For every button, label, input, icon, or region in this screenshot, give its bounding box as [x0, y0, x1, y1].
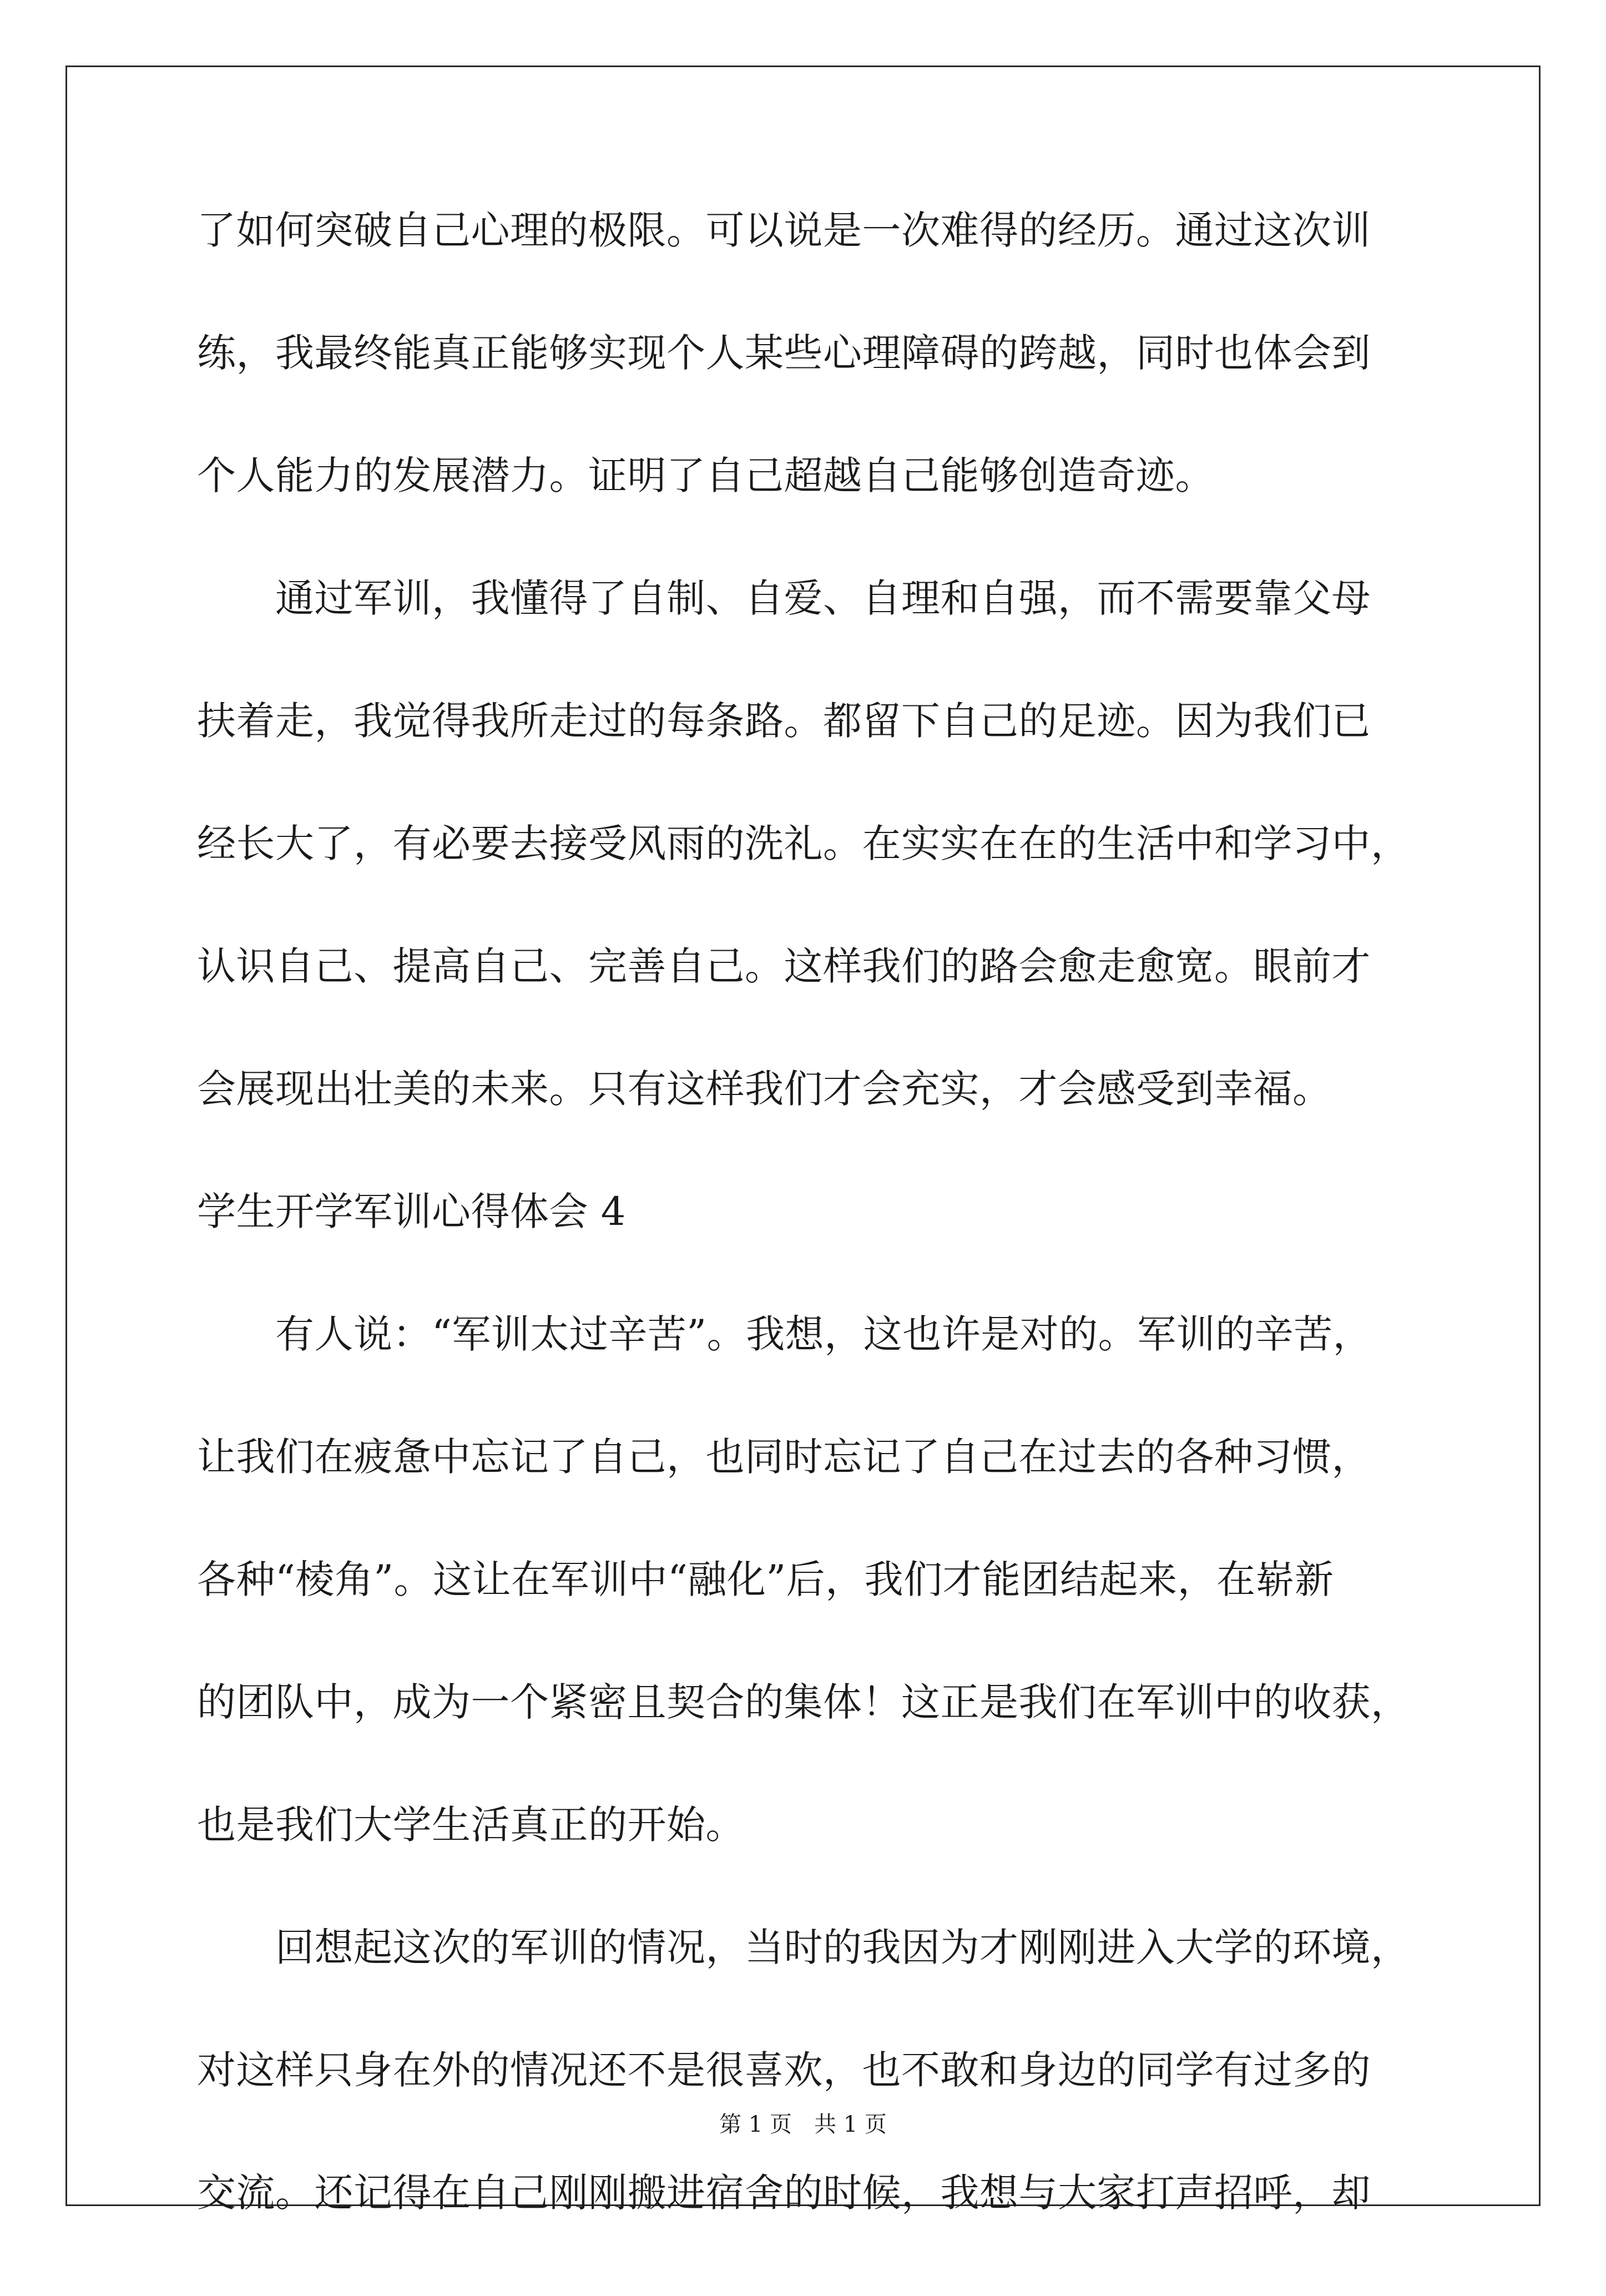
text-line: 认识自己、提高自己、完善自己。这样我们的路会愈走愈宽。眼前才 — [197, 943, 1371, 989]
section-heading: 学生开学军训心得体会 4 — [197, 1189, 626, 1234]
text-line: 会展现出壮美的未来。只有这样我们才会充实，才会感受到幸福。 — [197, 1066, 1332, 1112]
text-line: 扶着走，我觉得我所走过的每条路。都留下自己的足迹。因为我们已 — [197, 698, 1371, 744]
text-line: 通过军训，我懂得了自制、自爱、自理和自强，而不需要靠父母 — [197, 576, 1371, 621]
text-line: 练，我最终能真正能够实现个人某些心理障碍的跨越，同时也体会到 — [197, 330, 1371, 376]
text-line: 有人说：“军训太过辛苦”。我想，这也许是对的。军训的辛苦， — [197, 1311, 1372, 1357]
text-line: 各种“棱角”。这让在军训中“融化”后，我们才能团结起来，在崭新 — [197, 1557, 1334, 1602]
text-line: 对这样只身在外的情况还不是很喜欢，也不敢和身边的同学有过多的 — [197, 2047, 1371, 2093]
text-line: 让我们在疲惫中忘记了自己，也同时忘记了自己在过去的各种习惯， — [197, 1434, 1371, 1480]
text-line: 也是我们大学生活真正的开始。 — [197, 1802, 745, 1848]
text-line: 回想起这次的军训的情况，当时的我因为才刚刚进入大学的环境， — [197, 1925, 1410, 1970]
document-body — [197, 208, 1440, 2296]
text-line: 个人能力的发展潜力。证明了自己超越自己能够创造奇迹。 — [197, 453, 1214, 498]
text-line: 了如何突破自己心理的极限。可以说是一次难得的经历。通过这次训 — [197, 208, 1371, 253]
text-line: 的团队中，成为一个紧密且契合的集体！这正是我们在军训中的收获， — [197, 1679, 1410, 1725]
text-line: 交流。还记得在自己刚刚搬进宿舍的时候，我想与大家打声招呼，却 — [197, 2170, 1371, 2216]
page-footer: 第 1 页 共 1 页 — [719, 2112, 887, 2137]
text-line: 经长大了，有必要去接受风雨的洗礼。在实实在在的生活中和学习中， — [197, 821, 1410, 866]
